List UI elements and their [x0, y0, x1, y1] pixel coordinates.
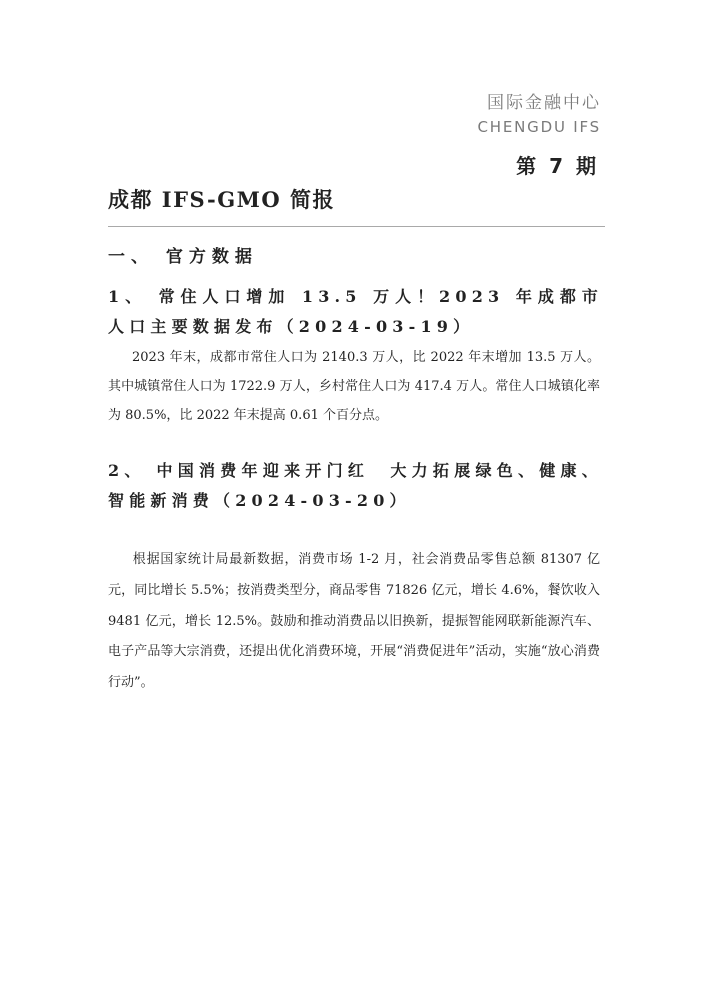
issue-number: 第 7 期 — [516, 154, 599, 178]
ifs-logo — [478, 92, 601, 136]
item-1-heading: 1、 常住人口增加 13.5 万人！2023 年成都市人口主要数据发布（2024-03-19） — [108, 287, 603, 336]
logo-chinese-text: 国际金融中心 — [487, 93, 601, 113]
report-title: 成都 IFS-GMO 简报 — [108, 187, 335, 212]
item-2-body-text: 根据国家统计局最新数据，消费市场 1-2 月，社会消费品零售总额 81307 亿元，同比增长 5.5%；按消费类型分，商品零售 71826 亿元，增长 4.6%，餐饮收入 9481 亿元，增长 12.5%。鼓励和推动消费品以旧换新，提振智能网联新能源汽车、电子产品等大宗消费，还提出优化消费环境，开展“消费促进年”活动，实施“放心消费行动”。 — [108, 552, 600, 691]
section-heading: 一、 官方数据 — [108, 247, 258, 267]
item-2-heading: 2、 中国消费年迎来开门红 大力拓展绿色、健康、智能新消费（2024-03-20） — [108, 461, 603, 510]
item-1-body — [108, 343, 600, 430]
title-divider — [108, 226, 605, 227]
item-1-body-text: 2023 年末，成都市常住人口为 2140.3 万人，比 2022 年末增加 13.5 万人。其中城镇常住人口为 1722.9 万人，乡村常住人口为 417.4 万人。常住人口城镇化率为 80.5%，比 2022 年末提高 0.61 个百分点。 — [108, 350, 600, 423]
logo-english-text: CHENGDU IFS — [477, 118, 601, 136]
item-2-body — [108, 545, 600, 699]
